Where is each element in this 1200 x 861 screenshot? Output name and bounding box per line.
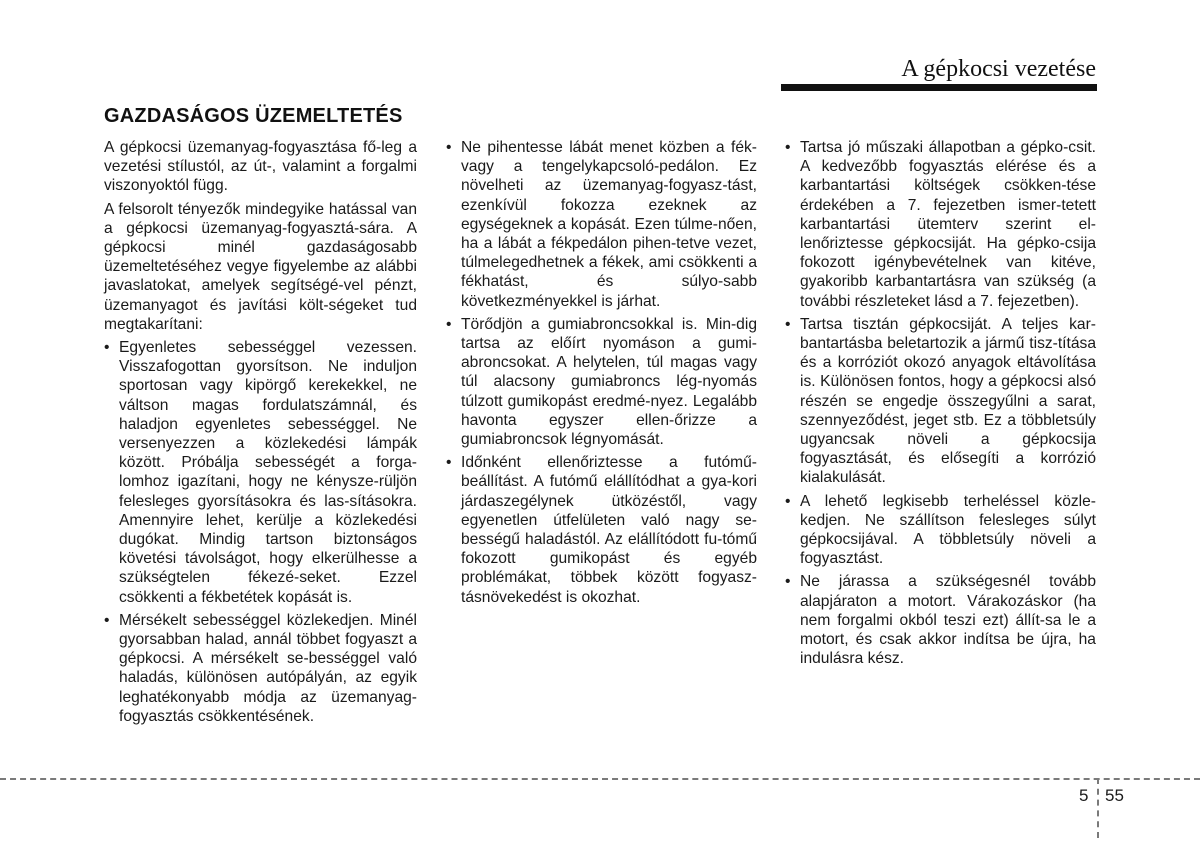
list-item (446, 315, 757, 449)
chapter-number: 5 (1079, 786, 1089, 805)
paragraph: A felsorolt tényezők mindegyike hatással van a gépkocsi üzemanyag-fogyasztá-sára. A gépkocsi minél gazdaságosabb üzemeltetéséhez vegye figyelembe az alábbi javaslatokat, amelyek segítségé-vel pénzt, üzemanyagot és javítási költ-ségeket tud megtakarítani: (104, 200, 417, 333)
bullet-icon: • (785, 573, 791, 591)
footer-divider (0, 778, 1200, 780)
list-item (785, 138, 1096, 311)
list-item-text: Időnként ellenőriztesse a futómű-beállítást. A futómű elállítódhat a gya-kori járdaszegélynek ütközéstől, vagy egyenetlen útfelületen való nagy se-bességű haladástól. Az elállítódott fu-tómű fokozott gumikopást és egyéb problémákat, többek között fogyasz-tásnövekedést is okozhat. (461, 454, 757, 606)
page-header-title: A gépkocsi vezetése (901, 56, 1096, 82)
list-item-text: Ne pihentesse lábát menet közben a fék- vagy a tengelykapcsoló-pedálon. Ez növelheti az üzemanyag-fogyasz-tást, ezenkívül fokozza ezeknek az egységeknek a kopását. Ezen túlme-nően, ha a lábát a fékpedálon pihen-tetve vezet, túlmelegedhetnek a fékek, ami csökkenti a fékhatást, és súlyo-sabb következményekkel is járhat. (461, 139, 757, 310)
section-title: GAZDASÁGOS ÜZEMELTETÉS (104, 105, 403, 127)
list-item (446, 453, 757, 607)
page-number: 55 (1105, 786, 1124, 805)
list-item (785, 492, 1096, 569)
page-number-divider (1097, 778, 1099, 838)
list-item (104, 611, 417, 726)
bullet-icon: • (446, 139, 452, 156)
bullet-list (446, 138, 757, 607)
list-item (785, 572, 1096, 668)
bullet-list (785, 138, 1096, 668)
bullet-icon: • (104, 611, 110, 629)
list-item (785, 315, 1096, 488)
list-item (446, 138, 757, 311)
header-rule (781, 84, 1097, 91)
list-item-text: Mérsékelt sebességgel közlekedjen. Minél gyorsabban halad, annál többet fogyaszt a gépkocsi. A mérsékelt se-bességgel való haladás, különösen autópályán, az egyik leghatékonyabb módja az üzemanyag-fogyasztás csökkentésének. (119, 611, 417, 725)
list-item-text: Törődjön a gumiabroncsokkal is. Min-dig tartsa az előírt nyomáson a gumi-abroncsokat. A helytelen, túl magas vagy túl alacsony gumiabroncs lég-nyomás túlzott gumikopást eredmé-nyez. Legalább havonta egyszer ellen-őrizze a gumiabroncsok légnyomását. (461, 315, 757, 449)
text-column-3 (785, 138, 1096, 672)
list-item (104, 338, 417, 607)
list-item-text: Tartsa tisztán gépkocsiját. A teljes kar-bantartásba beletartozik a jármű tisz-títása és a korróziót okozó anyagok eltávolítása is. Különösen fontos, hogy a gépkocsi alsó részén se engedje összegyűlni a sarat, szennyeződést, jeget stb. Ez a többletsúly ugyancsak növeli a gépkocsija fogyasztását, és elősegíti a korrózió kialakulását. (800, 315, 1096, 487)
bullet-icon: • (785, 315, 791, 333)
list-item-text: Tartsa jó műszaki állapotban a gépko-csit. A kedvezőbb fogyasztás elérése és a karbantartási költségek csökken-tése érdekében a 7. fejezetben ismer-tetett karbantartási ütemterv szerint el-lenőriztesse gépkocsiját. Ha gépko-csija fokozott igénybevételnek van kitéve, gyakoribb karbantartásra van szükség (a további részleteket lásd a 7. fejezetben). (800, 139, 1096, 310)
paragraph: A gépkocsi üzemanyag-fogyasztása fő-leg a vezetési stílustól, az út-, valamint a forgalmi viszonyoktól függ. (104, 139, 417, 195)
text-column-2 (446, 138, 757, 611)
list-item-text: Ne járassa a szükségesnél tovább alapjáraton a motort. Várakozáskor (ha nem forgalmi okból teszi ezt) állít-sa le a motort, és csak akkor indítsa be újra, ha indulásra kész. (800, 573, 1096, 668)
bullet-icon: • (785, 139, 791, 156)
bullet-list (104, 338, 417, 726)
list-item-text: A lehető legkisebb terheléssel közle-kedjen. Ne szállítson felesleges súlyt gépkocsijával. A többletsúly növeli a fogyasztást. (800, 492, 1096, 568)
bullet-icon: • (785, 492, 791, 510)
bullet-icon: • (446, 315, 452, 333)
bullet-icon: • (446, 454, 452, 472)
list-item-text: Egyenletes sebességgel vezessen. Visszafogottan gyorsítson. Ne induljon sportosan vagy kipörgő kerekekkel, ne váltson magas fordulatszámnál, és haladjon egyenletes sebességgel. Ne versenyezzen a közlekedési lámpák között. Próbálja sebességét a forga-lomhoz igazítani, hogy ne kénysze-rüljön felesleges gyorsításokra és las-sításokra. Amennyire lehet, kerülje a közlekedési dugókat. Mindig tartson biztonságos követési távolságot, hogy elkerülhesse a szükségtelen fékezé-seket. Ezzel csökkenti a fékbetétek kopását is. (119, 339, 417, 606)
text-column-1 (104, 138, 417, 730)
bullet-icon: • (104, 339, 110, 357)
